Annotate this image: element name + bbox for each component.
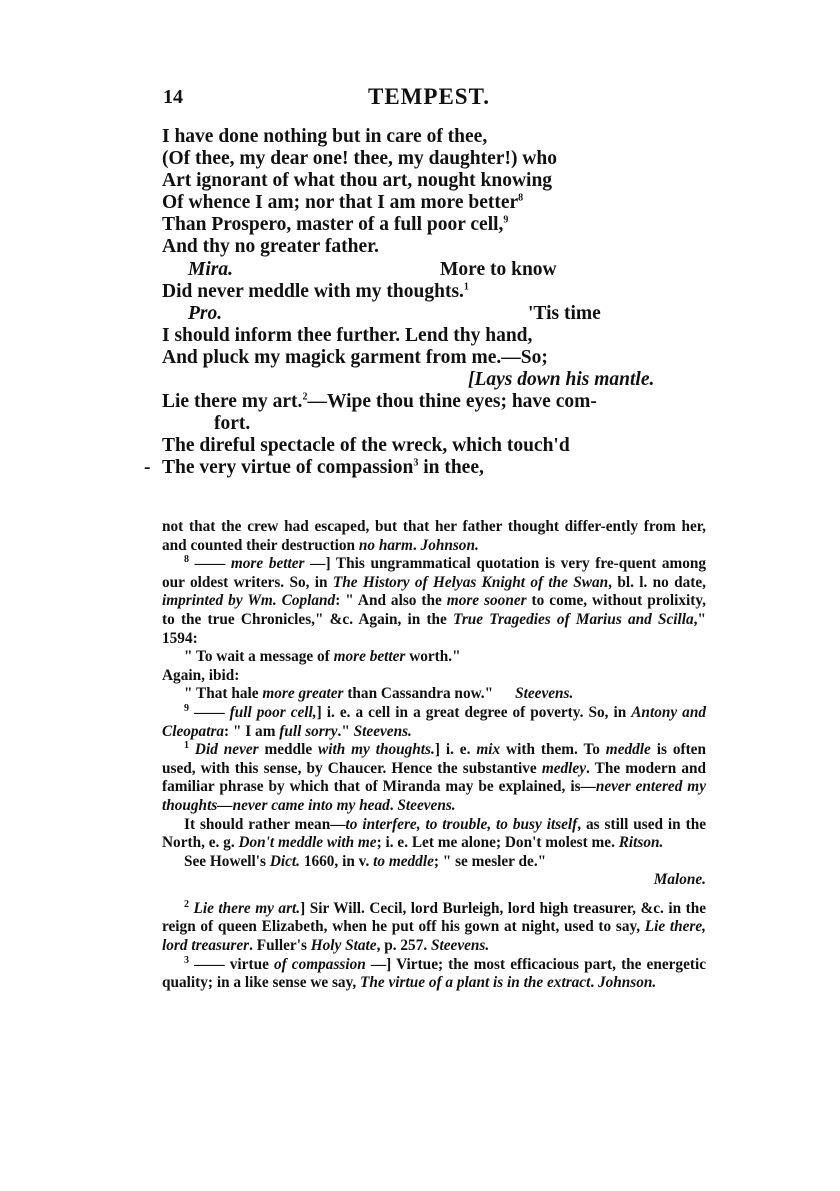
stage-direction: [Lays down his mantle. [468,369,655,391]
note-italic: Holy State [310,937,377,955]
note-italic: The History of Helyas Knight of the Swan [332,573,609,591]
verse-line [162,303,682,325]
note-text: not that the crew had escaped, but that her father thought differ-ently from her, and counted their destruction [162,518,706,554]
verse-line: And thy no greater father. [162,236,379,258]
note-signature: Steevens. [431,937,490,955]
note-italic: Don't meddle with me [238,834,377,852]
footnote-ref: 8 [518,192,524,204]
footnotes [162,518,706,993]
footnote-ref: 9 [503,214,509,226]
note-italic: no harm [358,536,413,554]
note-text: Again, ibid: [162,666,240,684]
verse-line: And pluck my magick garment from me.—So; [162,346,548,368]
spacer [162,890,706,900]
note-italic: to meddle [373,852,434,870]
margin-mark: - [144,457,151,479]
verse-text: Lie there my art. [162,391,303,413]
verse-text: Of whence I am; nor that I am more better [162,192,519,214]
footnote-1 [162,741,706,815]
verse-text: in thee, [418,457,484,479]
note-text: ," 1594: [162,610,706,647]
verse-text: Did never meddle with my thoughts. [162,280,464,302]
note-lemma: Lie there my art. [193,899,301,917]
note-signature: Steevens. [353,722,412,740]
note-text: It should rather mean— [184,815,346,833]
note-italic: to interfere, to trouble, to busy itself [345,815,578,833]
note-text: " That hale [184,685,263,703]
footnote-9 [162,704,706,741]
running-title: TEMPEST. [368,84,490,109]
note-text: ; i. e. Let me alone; Don't molest me. [376,834,619,852]
note-signature: Johnson. [598,974,657,992]
note-lemma: with my thoughts. [318,741,435,759]
note-text: 1660, in v. [300,852,374,870]
verse-line: fort. [214,413,251,435]
note-text: —— [189,703,230,721]
note-italic: medley [541,759,586,777]
note-text: ] i. e. a cell in a great degree of poverty. So, in [316,703,632,721]
verse-text: More to know [440,258,557,280]
note-text: —— virtue [189,955,274,973]
verse-text: 'Tis time [528,302,601,324]
note-text: ; " se mesler de." [433,852,547,870]
note-italic: never entered my thoughts—never came into my head [162,778,706,814]
note-text: . The modern and familiar phrase by which that of Miranda may be explained, is— [162,759,706,796]
verse-line: Art ignorant of what thou art, nought knowing [162,170,553,192]
note-text: . Fuller's [249,937,311,955]
note-italic: more better [333,648,406,666]
verse-block [144,126,682,480]
note-italic: meddle [605,741,651,759]
note-italic: imprinted by Wm. Copland [162,592,336,610]
footnote-2 [162,900,706,956]
note-number: 3 [184,954,189,966]
note-signature: Ritson. [618,834,664,852]
note-text: is often used, with this sense, by Chaucer. Hence the substantive [162,741,706,777]
note-text: , bl. l. no date, [608,573,707,591]
footnote-ref: 1 [463,281,469,293]
footnote-ref: 3 [413,457,419,469]
note-italic: Lie there, lord treasurer [162,918,706,955]
note-text: . [412,536,421,554]
page-number: 14 [163,86,183,108]
note-text: meddle [258,741,319,759]
note-signature: Malone. [653,871,706,889]
note-paragraph [162,853,706,872]
note-text: . [389,796,398,814]
note-text: : " I am [224,722,280,740]
verse-line [162,281,682,303]
note-signature: Johnson. [420,536,479,554]
verse-line [144,457,682,479]
note-lemma: Did never [194,741,259,759]
speaker-name: Pro. [188,302,223,324]
verse-line: The direful spectacle of the wreck, which touch'd [162,435,570,457]
note-text: ] Sir Will. Cecil, lord Burleigh, lord high treasurer, &c. in the reign of queen Elizabeth, when he put off his gown at night, used to say, [162,899,706,936]
verse-line [162,259,682,281]
note-italic: more sooner [446,592,527,610]
note-italic: The virtue of a plant is in the extract [360,974,591,992]
quotation [162,648,706,667]
speaker-name: Mira. [188,258,233,280]
note-lemma: of compassion [273,955,366,973]
note-signature: Steevens. [515,685,574,703]
verse-line: (Of thee, my dear one! thee, my daughter!) who [162,148,557,170]
verse-text: —Wipe thou thine eyes; have com- [307,391,597,413]
note-text: than Cassandra now." [343,685,494,703]
note-text: . [590,974,598,992]
verse-text: Than Prospero, master of a full poor cell, [162,214,504,236]
note-text: —] This ungrammatical quotation is very fre-quent among our oldest writers. So, in [162,555,707,591]
note-number: 8 [184,554,189,566]
verse-line [162,369,682,391]
note-italic: Antony and Cleopatra [162,703,706,740]
footnote-8 [162,555,706,648]
note-lemma: more better [230,555,305,573]
note-italic: Dict. [269,852,300,870]
note-text: to come, without prolixity, to the true Chronicles," &c. Again, in the [162,592,706,628]
verse-line [162,391,682,413]
verse-line [162,214,682,236]
note-text: See Howell's [184,852,270,870]
note-italic: full sorry [279,722,338,740]
note-paragraph [162,816,706,853]
quotation [162,685,706,704]
note-text: : " And also the [335,592,447,610]
note-number: 1 [184,740,189,752]
note-text: , p. 257. [376,937,431,955]
note-text: ] i. e. [434,741,477,759]
note-number: 9 [184,702,189,714]
note-italic: True Tragedies of Marius and Scilla [453,610,694,628]
note-signature: Steevens. [397,796,456,814]
note-italic: more greater [262,685,344,703]
footnote-ref: 2 [302,391,308,403]
verse-text: The very virtue of compassion [162,457,414,479]
note-text: worth." [405,648,461,666]
verse-line [162,192,682,214]
note-italic: mix [476,741,501,759]
verse-line: I should inform thee further. Lend thy hand, [162,324,533,346]
note-number: 2 [184,898,189,910]
note-text: —] Virtue; the most efficacious part, the energetic quality; in a like sense we say, [162,955,706,992]
note-lemma: full poor cell, [229,703,317,721]
footnote-3 [162,956,706,993]
note-text: with them. To [500,741,606,759]
note-text: " To wait a message of [184,648,334,666]
note-text: —— [189,555,231,573]
note-text: , as still used in the North, e. g. [162,815,706,852]
note-text: ." [337,722,354,740]
verse-line: I have done nothing but in care of thee, [162,126,488,147]
footnote-continuation [162,518,706,555]
